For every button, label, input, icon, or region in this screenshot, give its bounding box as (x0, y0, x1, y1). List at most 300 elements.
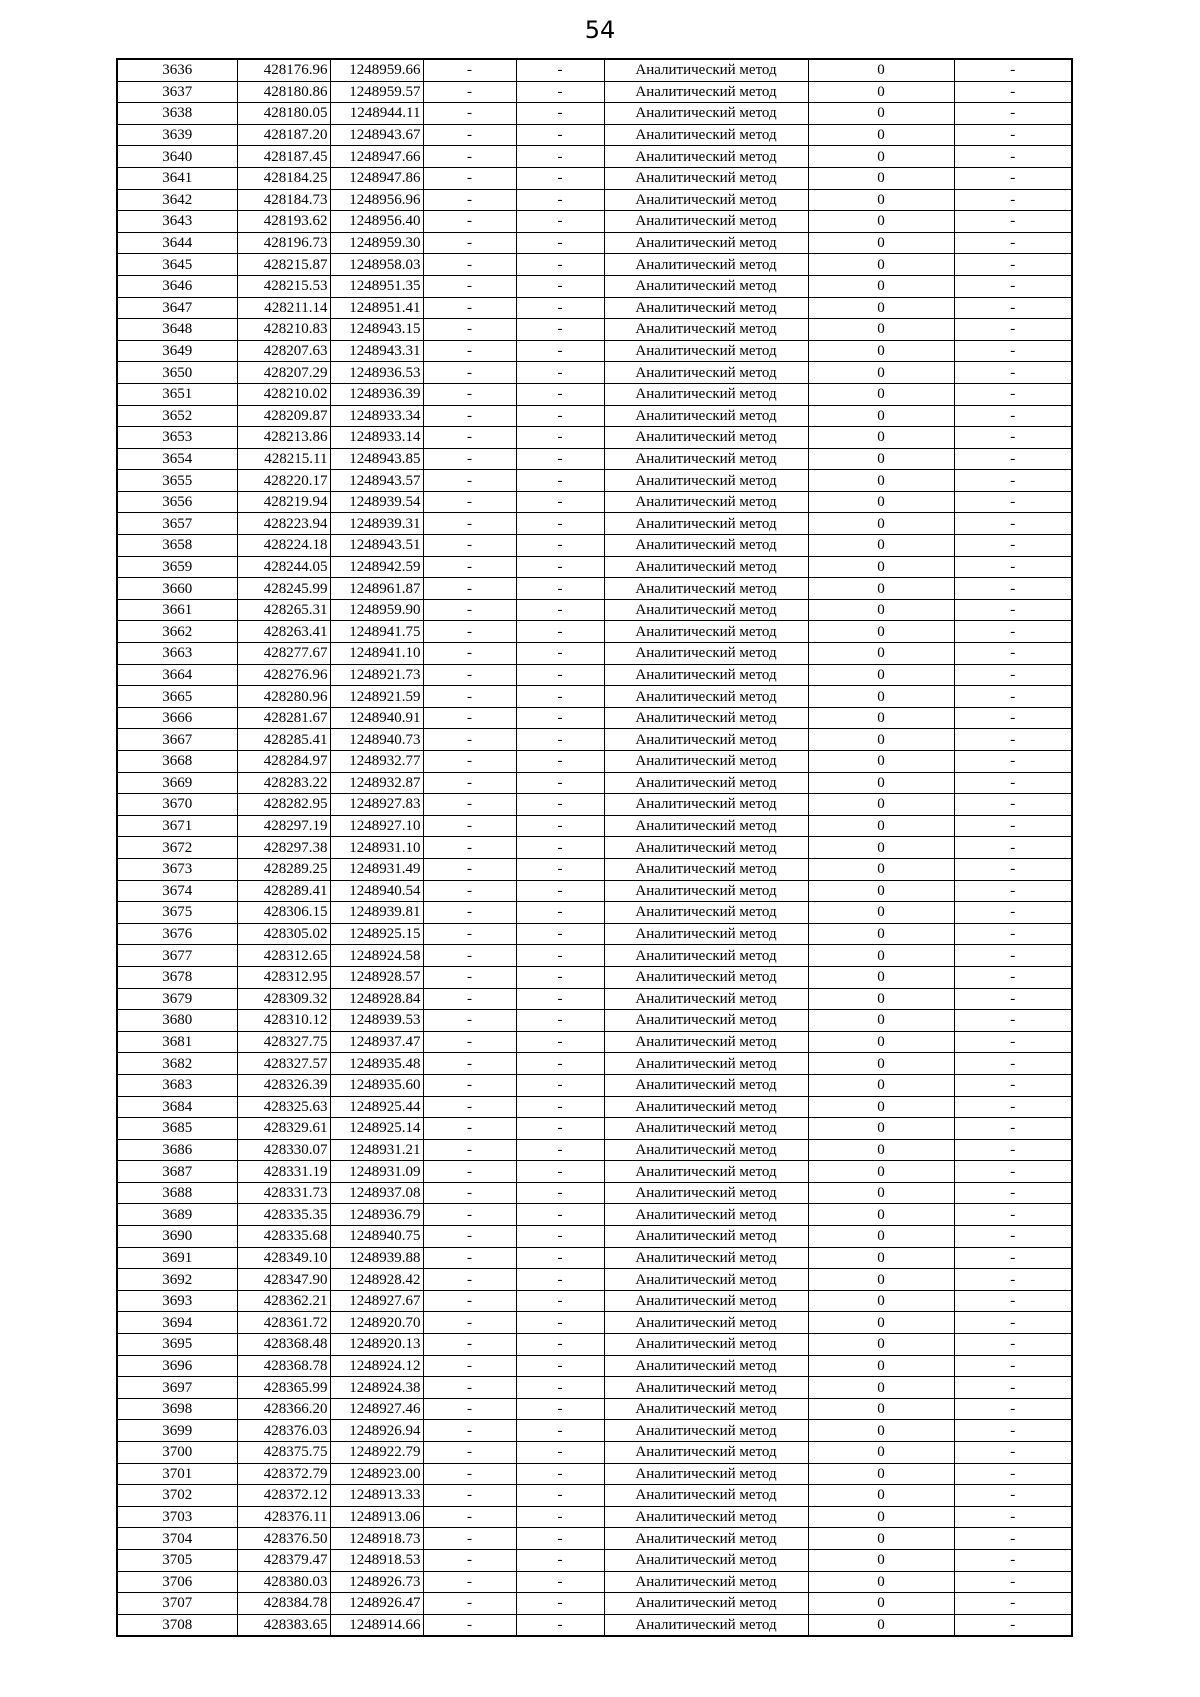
table-row (117, 1226, 1072, 1248)
empty-dash-cell: - (423, 1161, 516, 1183)
table-row (117, 1593, 1072, 1615)
empty-dash-cell: - (954, 1139, 1072, 1161)
point-number-cell: 3640 (117, 146, 237, 168)
empty-dash-cell: - (516, 1161, 604, 1183)
error-cell: 0 (808, 837, 954, 859)
empty-dash-cell: - (954, 1355, 1072, 1377)
table-row (117, 1506, 1072, 1528)
y-coordinate-cell: 1248936.79 (330, 1204, 423, 1226)
method-cell: Аналитический метод (604, 470, 808, 492)
empty-dash-cell: - (516, 1506, 604, 1528)
x-coordinate-cell: 428187.20 (237, 124, 330, 146)
x-coordinate-cell: 428215.53 (237, 275, 330, 297)
empty-dash-cell: - (516, 405, 604, 427)
x-coordinate-cell: 428215.87 (237, 254, 330, 276)
x-coordinate-cell: 428362.21 (237, 1290, 330, 1312)
point-number-cell: 3637 (117, 81, 237, 103)
table-row (117, 1204, 1072, 1226)
method-cell: Аналитический метод (604, 513, 808, 535)
y-coordinate-cell: 1248928.84 (330, 988, 423, 1010)
empty-dash-cell: - (423, 362, 516, 384)
method-cell: Аналитический метод (604, 448, 808, 470)
x-coordinate-cell: 428379.47 (237, 1549, 330, 1571)
x-coordinate-cell: 428289.41 (237, 880, 330, 902)
y-coordinate-cell: 1248942.59 (330, 556, 423, 578)
method-cell: Аналитический метод (604, 103, 808, 125)
method-cell: Аналитический метод (604, 858, 808, 880)
point-number-cell: 3644 (117, 232, 237, 254)
x-coordinate-cell: 428383.65 (237, 1614, 330, 1636)
point-number-cell: 3652 (117, 405, 237, 427)
method-cell: Аналитический метод (604, 1096, 808, 1118)
method-cell: Аналитический метод (604, 167, 808, 189)
empty-dash-cell: - (516, 1355, 604, 1377)
point-number-cell: 3651 (117, 383, 237, 405)
y-coordinate-cell: 1248927.10 (330, 815, 423, 837)
x-coordinate-cell: 428376.11 (237, 1506, 330, 1528)
x-coordinate-cell: 428368.48 (237, 1334, 330, 1356)
empty-dash-cell: - (954, 319, 1072, 341)
empty-dash-cell: - (423, 1226, 516, 1248)
error-cell: 0 (808, 189, 954, 211)
empty-dash-cell: - (954, 599, 1072, 621)
empty-dash-cell: - (516, 448, 604, 470)
y-coordinate-cell: 1248932.77 (330, 751, 423, 773)
empty-dash-cell: - (516, 664, 604, 686)
empty-dash-cell: - (954, 1549, 1072, 1571)
empty-dash-cell: - (423, 707, 516, 729)
error-cell: 0 (808, 1139, 954, 1161)
empty-dash-cell: - (516, 1571, 604, 1593)
x-coordinate-cell: 428331.19 (237, 1161, 330, 1183)
point-number-cell: 3695 (117, 1334, 237, 1356)
error-cell: 0 (808, 643, 954, 665)
point-number-cell: 3706 (117, 1571, 237, 1593)
x-coordinate-cell: 428384.78 (237, 1593, 330, 1615)
x-coordinate-cell: 428331.73 (237, 1182, 330, 1204)
empty-dash-cell: - (954, 643, 1072, 665)
empty-dash-cell: - (516, 1247, 604, 1269)
error-cell: 0 (808, 1031, 954, 1053)
empty-dash-cell: - (954, 945, 1072, 967)
y-coordinate-cell: 1248935.60 (330, 1074, 423, 1096)
y-coordinate-cell: 1248935.48 (330, 1053, 423, 1075)
method-cell: Аналитический метод (604, 275, 808, 297)
method-cell: Аналитический метод (604, 1355, 808, 1377)
error-cell: 0 (808, 297, 954, 319)
y-coordinate-cell: 1248936.39 (330, 383, 423, 405)
table-row (117, 966, 1072, 988)
table-row (117, 599, 1072, 621)
empty-dash-cell: - (516, 470, 604, 492)
empty-dash-cell: - (516, 902, 604, 924)
x-coordinate-cell: 428329.61 (237, 1118, 330, 1140)
y-coordinate-cell: 1248940.91 (330, 707, 423, 729)
method-cell: Аналитический метод (604, 1442, 808, 1464)
error-cell: 0 (808, 945, 954, 967)
x-coordinate-cell: 428347.90 (237, 1269, 330, 1291)
empty-dash-cell: - (423, 427, 516, 449)
error-cell: 0 (808, 988, 954, 1010)
table-row (117, 513, 1072, 535)
x-coordinate-cell: 428335.35 (237, 1204, 330, 1226)
empty-dash-cell: - (516, 427, 604, 449)
empty-dash-cell: - (423, 1096, 516, 1118)
point-number-cell: 3673 (117, 858, 237, 880)
method-cell: Аналитический метод (604, 1139, 808, 1161)
table-row (117, 1463, 1072, 1485)
empty-dash-cell: - (423, 751, 516, 773)
empty-dash-cell: - (954, 1334, 1072, 1356)
table-row (117, 923, 1072, 945)
empty-dash-cell: - (954, 751, 1072, 773)
x-coordinate-cell: 428330.07 (237, 1139, 330, 1161)
empty-dash-cell: - (423, 1377, 516, 1399)
error-cell: 0 (808, 167, 954, 189)
x-coordinate-cell: 428372.12 (237, 1485, 330, 1507)
y-coordinate-cell: 1248926.47 (330, 1593, 423, 1615)
error-cell: 0 (808, 448, 954, 470)
error-cell: 0 (808, 772, 954, 794)
point-number-cell: 3649 (117, 340, 237, 362)
empty-dash-cell: - (423, 729, 516, 751)
error-cell: 0 (808, 1442, 954, 1464)
empty-dash-cell: - (516, 513, 604, 535)
x-coordinate-cell: 428187.45 (237, 146, 330, 168)
error-cell: 0 (808, 1226, 954, 1248)
method-cell: Аналитический метод (604, 383, 808, 405)
empty-dash-cell: - (423, 59, 516, 81)
error-cell: 0 (808, 1247, 954, 1269)
empty-dash-cell: - (954, 340, 1072, 362)
method-cell: Аналитический метод (604, 923, 808, 945)
empty-dash-cell: - (516, 621, 604, 643)
page-number: 54 (584, 16, 616, 44)
y-coordinate-cell: 1248937.47 (330, 1031, 423, 1053)
table-row (117, 470, 1072, 492)
point-number-cell: 3654 (117, 448, 237, 470)
table-row (117, 1420, 1072, 1442)
empty-dash-cell: - (516, 643, 604, 665)
empty-dash-cell: - (516, 1398, 604, 1420)
error-cell: 0 (808, 81, 954, 103)
point-number-cell: 3653 (117, 427, 237, 449)
point-number-cell: 3696 (117, 1355, 237, 1377)
empty-dash-cell: - (423, 275, 516, 297)
table-row (117, 1549, 1072, 1571)
y-coordinate-cell: 1248927.83 (330, 794, 423, 816)
table-row (117, 1290, 1072, 1312)
empty-dash-cell: - (423, 1074, 516, 1096)
y-coordinate-cell: 1248947.66 (330, 146, 423, 168)
error-cell: 0 (808, 1593, 954, 1615)
empty-dash-cell: - (516, 1269, 604, 1291)
y-coordinate-cell: 1248959.57 (330, 81, 423, 103)
empty-dash-cell: - (954, 815, 1072, 837)
method-cell: Аналитический метод (604, 1549, 808, 1571)
error-cell: 0 (808, 146, 954, 168)
x-coordinate-cell: 428365.99 (237, 1377, 330, 1399)
error-cell: 0 (808, 751, 954, 773)
empty-dash-cell: - (516, 103, 604, 125)
empty-dash-cell: - (516, 966, 604, 988)
empty-dash-cell: - (423, 686, 516, 708)
y-coordinate-cell: 1248940.54 (330, 880, 423, 902)
method-cell: Аналитический метод (604, 643, 808, 665)
empty-dash-cell: - (423, 1355, 516, 1377)
empty-dash-cell: - (954, 1398, 1072, 1420)
empty-dash-cell: - (423, 470, 516, 492)
method-cell: Аналитический метод (604, 556, 808, 578)
y-coordinate-cell: 1248925.44 (330, 1096, 423, 1118)
point-number-cell: 3704 (117, 1528, 237, 1550)
empty-dash-cell: - (423, 1269, 516, 1291)
method-cell: Аналитический метод (604, 1053, 808, 1075)
x-coordinate-cell: 428207.63 (237, 340, 330, 362)
empty-dash-cell: - (423, 880, 516, 902)
empty-dash-cell: - (954, 1247, 1072, 1269)
method-cell: Аналитический метод (604, 794, 808, 816)
empty-dash-cell: - (954, 1161, 1072, 1183)
error-cell: 0 (808, 340, 954, 362)
coordinates-table (116, 58, 1073, 1637)
method-cell: Аналитический метод (604, 81, 808, 103)
table-row (117, 59, 1072, 81)
table-row (117, 254, 1072, 276)
point-number-cell: 3702 (117, 1485, 237, 1507)
table-row (117, 902, 1072, 924)
empty-dash-cell: - (423, 923, 516, 945)
method-cell: Аналитический метод (604, 988, 808, 1010)
point-number-cell: 3694 (117, 1312, 237, 1334)
method-cell: Аналитический метод (604, 1031, 808, 1053)
table-row (117, 837, 1072, 859)
y-coordinate-cell: 1248943.15 (330, 319, 423, 341)
error-cell: 0 (808, 535, 954, 557)
empty-dash-cell: - (423, 146, 516, 168)
empty-dash-cell: - (954, 1118, 1072, 1140)
empty-dash-cell: - (954, 772, 1072, 794)
empty-dash-cell: - (516, 858, 604, 880)
empty-dash-cell: - (954, 383, 1072, 405)
error-cell: 0 (808, 621, 954, 643)
empty-dash-cell: - (516, 794, 604, 816)
table-row (117, 643, 1072, 665)
x-coordinate-cell: 428265.31 (237, 599, 330, 621)
x-coordinate-cell: 428312.65 (237, 945, 330, 967)
method-cell: Аналитический метод (604, 491, 808, 513)
x-coordinate-cell: 428310.12 (237, 1010, 330, 1032)
method-cell: Аналитический метод (604, 707, 808, 729)
empty-dash-cell: - (954, 1096, 1072, 1118)
y-coordinate-cell: 1248943.31 (330, 340, 423, 362)
empty-dash-cell: - (954, 664, 1072, 686)
method-cell: Аналитический метод (604, 1010, 808, 1032)
empty-dash-cell: - (954, 556, 1072, 578)
empty-dash-cell: - (423, 103, 516, 125)
point-number-cell: 3667 (117, 729, 237, 751)
point-number-cell: 3678 (117, 966, 237, 988)
empty-dash-cell: - (516, 599, 604, 621)
table-row (117, 1139, 1072, 1161)
empty-dash-cell: - (423, 1614, 516, 1636)
error-cell: 0 (808, 1204, 954, 1226)
method-cell: Аналитический метод (604, 1506, 808, 1528)
method-cell: Аналитический метод (604, 1334, 808, 1356)
y-coordinate-cell: 1248913.06 (330, 1506, 423, 1528)
point-number-cell: 3680 (117, 1010, 237, 1032)
error-cell: 0 (808, 664, 954, 686)
y-coordinate-cell: 1248921.59 (330, 686, 423, 708)
error-cell: 0 (808, 1290, 954, 1312)
empty-dash-cell: - (423, 1420, 516, 1442)
error-cell: 0 (808, 124, 954, 146)
empty-dash-cell: - (516, 837, 604, 859)
x-coordinate-cell: 428372.79 (237, 1463, 330, 1485)
method-cell: Аналитический метод (604, 254, 808, 276)
point-number-cell: 3658 (117, 535, 237, 557)
y-coordinate-cell: 1248913.33 (330, 1485, 423, 1507)
x-coordinate-cell: 428215.11 (237, 448, 330, 470)
empty-dash-cell: - (954, 1420, 1072, 1442)
table-row (117, 340, 1072, 362)
x-coordinate-cell: 428326.39 (237, 1074, 330, 1096)
empty-dash-cell: - (423, 297, 516, 319)
method-cell: Аналитический метод (604, 751, 808, 773)
x-coordinate-cell: 428327.75 (237, 1031, 330, 1053)
empty-dash-cell: - (954, 275, 1072, 297)
table-body (117, 59, 1072, 1636)
empty-dash-cell: - (423, 1549, 516, 1571)
empty-dash-cell: - (954, 189, 1072, 211)
x-coordinate-cell: 428245.99 (237, 578, 330, 600)
y-coordinate-cell: 1248941.75 (330, 621, 423, 643)
y-coordinate-cell: 1248940.73 (330, 729, 423, 751)
point-number-cell: 3660 (117, 578, 237, 600)
empty-dash-cell: - (423, 254, 516, 276)
empty-dash-cell: - (516, 297, 604, 319)
y-coordinate-cell: 1248918.53 (330, 1549, 423, 1571)
empty-dash-cell: - (423, 232, 516, 254)
empty-dash-cell: - (516, 1549, 604, 1571)
table-row (117, 1247, 1072, 1269)
method-cell: Аналитический метод (604, 146, 808, 168)
empty-dash-cell: - (954, 966, 1072, 988)
table-row (117, 686, 1072, 708)
point-number-cell: 3675 (117, 902, 237, 924)
method-cell: Аналитический метод (604, 1226, 808, 1248)
empty-dash-cell: - (423, 1053, 516, 1075)
method-cell: Аналитический метод (604, 1204, 808, 1226)
y-coordinate-cell: 1248943.57 (330, 470, 423, 492)
empty-dash-cell: - (516, 1485, 604, 1507)
y-coordinate-cell: 1248939.81 (330, 902, 423, 924)
empty-dash-cell: - (516, 1074, 604, 1096)
empty-dash-cell: - (954, 167, 1072, 189)
error-cell: 0 (808, 232, 954, 254)
empty-dash-cell: - (423, 1398, 516, 1420)
error-cell: 0 (808, 729, 954, 751)
empty-dash-cell: - (954, 1226, 1072, 1248)
y-coordinate-cell: 1248926.73 (330, 1571, 423, 1593)
empty-dash-cell: - (516, 1312, 604, 1334)
table-row (117, 1312, 1072, 1334)
y-coordinate-cell: 1248959.30 (330, 232, 423, 254)
table-row (117, 146, 1072, 168)
empty-dash-cell: - (954, 1377, 1072, 1399)
error-cell: 0 (808, 1334, 954, 1356)
error-cell: 0 (808, 470, 954, 492)
y-coordinate-cell: 1248956.96 (330, 189, 423, 211)
x-coordinate-cell: 428209.87 (237, 405, 330, 427)
empty-dash-cell: - (423, 794, 516, 816)
point-number-cell: 3638 (117, 103, 237, 125)
error-cell: 0 (808, 902, 954, 924)
x-coordinate-cell: 428276.96 (237, 664, 330, 686)
empty-dash-cell: - (516, 1096, 604, 1118)
table-row (117, 167, 1072, 189)
point-number-cell: 3642 (117, 189, 237, 211)
y-coordinate-cell: 1248928.57 (330, 966, 423, 988)
empty-dash-cell: - (516, 211, 604, 233)
empty-dash-cell: - (516, 880, 604, 902)
table-row (117, 1161, 1072, 1183)
empty-dash-cell: - (423, 319, 516, 341)
y-coordinate-cell: 1248939.31 (330, 513, 423, 535)
empty-dash-cell: - (423, 1571, 516, 1593)
point-number-cell: 3685 (117, 1118, 237, 1140)
x-coordinate-cell: 428380.03 (237, 1571, 330, 1593)
empty-dash-cell: - (516, 491, 604, 513)
point-number-cell: 3666 (117, 707, 237, 729)
y-coordinate-cell: 1248937.08 (330, 1182, 423, 1204)
y-coordinate-cell: 1248956.40 (330, 211, 423, 233)
y-coordinate-cell: 1248940.75 (330, 1226, 423, 1248)
table-row (117, 751, 1072, 773)
table-row (117, 1485, 1072, 1507)
point-number-cell: 3686 (117, 1139, 237, 1161)
error-cell: 0 (808, 1269, 954, 1291)
empty-dash-cell: - (954, 1010, 1072, 1032)
table-row (117, 405, 1072, 427)
empty-dash-cell: - (516, 232, 604, 254)
method-cell: Аналитический метод (604, 362, 808, 384)
empty-dash-cell: - (954, 1463, 1072, 1485)
method-cell: Аналитический метод (604, 599, 808, 621)
method-cell: Аналитический метод (604, 340, 808, 362)
table-row (117, 448, 1072, 470)
empty-dash-cell: - (423, 1031, 516, 1053)
point-number-cell: 3690 (117, 1226, 237, 1248)
empty-dash-cell: - (516, 1139, 604, 1161)
table-row (117, 815, 1072, 837)
point-number-cell: 3688 (117, 1182, 237, 1204)
table-row (117, 1377, 1072, 1399)
empty-dash-cell: - (423, 535, 516, 557)
point-number-cell: 3655 (117, 470, 237, 492)
table-row (117, 578, 1072, 600)
empty-dash-cell: - (954, 427, 1072, 449)
table-row (117, 1398, 1072, 1420)
table-row (117, 1053, 1072, 1075)
table-row (117, 1614, 1072, 1636)
method-cell: Аналитический метод (604, 1571, 808, 1593)
y-coordinate-cell: 1248941.10 (330, 643, 423, 665)
empty-dash-cell: - (516, 189, 604, 211)
empty-dash-cell: - (954, 535, 1072, 557)
empty-dash-cell: - (423, 945, 516, 967)
method-cell: Аналитический метод (604, 837, 808, 859)
